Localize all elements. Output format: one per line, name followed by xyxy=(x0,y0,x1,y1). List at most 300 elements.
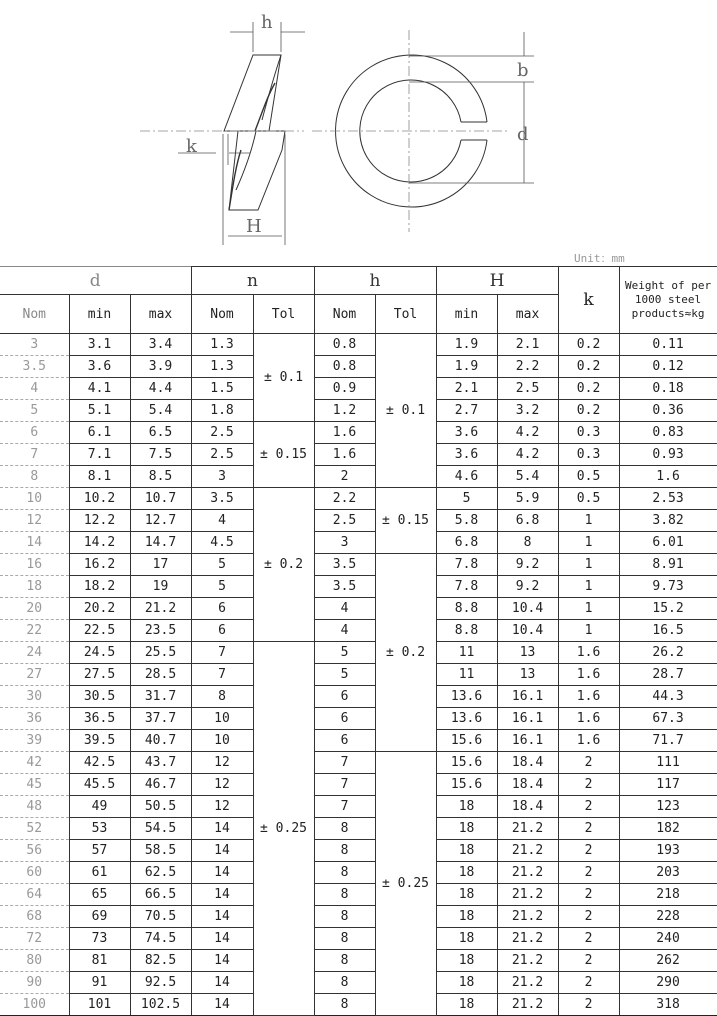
cell-weight: 228 xyxy=(619,906,717,928)
table-row xyxy=(0,554,717,576)
cell-h-nom: 8 xyxy=(314,862,375,884)
cell-H-max: 18.4 xyxy=(497,774,558,796)
cell-H-min: 18 xyxy=(436,796,497,818)
cell-d-nom: 27 xyxy=(0,664,69,686)
cell-d-max: 19 xyxy=(130,576,191,598)
table-row xyxy=(0,906,717,928)
cell-d-min: 22.5 xyxy=(69,620,130,642)
subheader-H-min: min xyxy=(436,295,497,334)
cell-d-nom: 56 xyxy=(0,840,69,862)
cell-H-min: 13.6 xyxy=(436,708,497,730)
header-k: k xyxy=(558,267,619,334)
cell-d-max: 10.7 xyxy=(130,488,191,510)
cell-weight: 3.82 xyxy=(619,510,717,532)
cell-d-max: 3.4 xyxy=(130,334,191,356)
cell-H-max: 21.2 xyxy=(497,840,558,862)
cell-H-min: 18 xyxy=(436,994,497,1016)
cell-n-nom: 6 xyxy=(191,620,253,642)
cell-H-min: 8.8 xyxy=(436,598,497,620)
cell-d-min: 4.1 xyxy=(69,378,130,400)
cell-n-nom: 14 xyxy=(191,862,253,884)
cell-H-max: 16.1 xyxy=(497,686,558,708)
cell-weight: 0.12 xyxy=(619,356,717,378)
cell-k: 1.6 xyxy=(558,642,619,664)
cell-d-min: 53 xyxy=(69,818,130,840)
cell-h-nom: 2.5 xyxy=(314,510,375,532)
cell-H-min: 5.8 xyxy=(436,510,497,532)
cell-d-nom: 4 xyxy=(0,378,69,400)
cell-d-max: 102.5 xyxy=(130,994,191,1016)
cell-d-min: 16.2 xyxy=(69,554,130,576)
unit-label: Unit：mm xyxy=(574,252,625,265)
cell-n-nom: 14 xyxy=(191,884,253,906)
cell-H-max: 21.2 xyxy=(497,906,558,928)
cell-d-nom: 48 xyxy=(0,796,69,818)
cell-h-tol: ± 0.15 xyxy=(375,488,436,554)
cell-d-max: 58.5 xyxy=(130,840,191,862)
subheader-n-nom: Nom xyxy=(191,295,253,334)
cell-k: 2 xyxy=(558,862,619,884)
cell-H-min: 5 xyxy=(436,488,497,510)
cell-k: 1.6 xyxy=(558,686,619,708)
cell-k: 2 xyxy=(558,884,619,906)
cell-d-nom: 7 xyxy=(0,444,69,466)
cell-k: 2 xyxy=(558,972,619,994)
table-row xyxy=(0,422,717,444)
cell-d-max: 4.4 xyxy=(130,378,191,400)
cell-d-min: 65 xyxy=(69,884,130,906)
cell-h-nom: 8 xyxy=(314,994,375,1016)
spring-washer-drawing xyxy=(0,0,717,250)
cell-H-min: 3.6 xyxy=(436,444,497,466)
cell-k: 1 xyxy=(558,510,619,532)
cell-d-nom: 18 xyxy=(0,576,69,598)
cell-H-min: 18 xyxy=(436,906,497,928)
cell-H-max: 18.4 xyxy=(497,752,558,774)
header-weight-line3: products≈kg xyxy=(631,307,705,320)
table-row xyxy=(0,334,717,356)
cell-n-nom: 5 xyxy=(191,554,253,576)
cell-h-nom: 7 xyxy=(314,774,375,796)
cell-k: 0.5 xyxy=(558,466,619,488)
cell-h-nom: 0.8 xyxy=(314,356,375,378)
cell-n-nom: 14 xyxy=(191,928,253,950)
cell-h-nom: 5 xyxy=(314,664,375,686)
cell-d-nom: 36 xyxy=(0,708,69,730)
cell-H-max: 21.2 xyxy=(497,884,558,906)
cell-h-nom: 8 xyxy=(314,972,375,994)
cell-H-max: 2.5 xyxy=(497,378,558,400)
cell-d-min: 45.5 xyxy=(69,774,130,796)
cell-h-nom: 1.6 xyxy=(314,444,375,466)
cell-n-nom: 4 xyxy=(191,510,253,532)
cell-d-nom: 45 xyxy=(0,774,69,796)
cell-d-min: 57 xyxy=(69,840,130,862)
cell-d-max: 50.5 xyxy=(130,796,191,818)
cell-d-nom: 39 xyxy=(0,730,69,752)
cell-weight: 0.93 xyxy=(619,444,717,466)
cell-d-nom: 3.5 xyxy=(0,356,69,378)
cell-weight: 44.3 xyxy=(619,686,717,708)
cell-H-max: 21.2 xyxy=(497,818,558,840)
cell-k: 2 xyxy=(558,840,619,862)
cell-weight: 26.2 xyxy=(619,642,717,664)
cell-H-min: 1.9 xyxy=(436,334,497,356)
cell-k: 0.2 xyxy=(558,334,619,356)
label-H: H xyxy=(246,216,262,237)
cell-n-nom: 14 xyxy=(191,840,253,862)
table-row xyxy=(0,664,717,686)
cell-H-min: 18 xyxy=(436,928,497,950)
cell-H-max: 5.9 xyxy=(497,488,558,510)
cell-k: 1.6 xyxy=(558,730,619,752)
cell-k: 1 xyxy=(558,598,619,620)
cell-h-nom: 4 xyxy=(314,598,375,620)
cell-n-nom: 14 xyxy=(191,950,253,972)
cell-h-nom: 8 xyxy=(314,950,375,972)
cell-H-max: 21.2 xyxy=(497,994,558,1016)
cell-d-nom: 10 xyxy=(0,488,69,510)
table-row xyxy=(0,510,717,532)
cell-n-nom: 14 xyxy=(191,994,253,1016)
cell-H-max: 21.2 xyxy=(497,862,558,884)
table-row xyxy=(0,774,717,796)
cell-d-max: 21.2 xyxy=(130,598,191,620)
cell-H-max: 5.4 xyxy=(497,466,558,488)
cell-h-nom: 1.6 xyxy=(314,422,375,444)
cell-n-nom: 4.5 xyxy=(191,532,253,554)
cell-n-nom: 14 xyxy=(191,906,253,928)
cell-k: 0.2 xyxy=(558,356,619,378)
cell-k: 0.3 xyxy=(558,444,619,466)
cell-h-nom: 3.5 xyxy=(314,576,375,598)
cell-H-min: 11 xyxy=(436,642,497,664)
cell-d-min: 42.5 xyxy=(69,752,130,774)
cell-H-max: 4.2 xyxy=(497,422,558,444)
cell-d-nom: 68 xyxy=(0,906,69,928)
cell-H-min: 18 xyxy=(436,818,497,840)
cell-k: 2 xyxy=(558,774,619,796)
table-row xyxy=(0,532,717,554)
cell-weight: 0.18 xyxy=(619,378,717,400)
cell-h-nom: 0.8 xyxy=(314,334,375,356)
table-row xyxy=(0,862,717,884)
cell-h-nom: 2 xyxy=(314,466,375,488)
cell-H-max: 13 xyxy=(497,664,558,686)
cell-d-nom: 20 xyxy=(0,598,69,620)
cell-h-nom: 0.9 xyxy=(314,378,375,400)
cell-n-nom: 12 xyxy=(191,774,253,796)
cell-H-min: 18 xyxy=(436,840,497,862)
cell-H-max: 4.2 xyxy=(497,444,558,466)
table-row xyxy=(0,972,717,994)
table-row xyxy=(0,356,717,378)
cell-weight: 182 xyxy=(619,818,717,840)
cell-H-max: 2.2 xyxy=(497,356,558,378)
cell-weight: 262 xyxy=(619,950,717,972)
cell-weight: 117 xyxy=(619,774,717,796)
table-row xyxy=(0,400,717,422)
cell-k: 2 xyxy=(558,994,619,1016)
cell-n-nom: 2.5 xyxy=(191,444,253,466)
table-row xyxy=(0,466,717,488)
cell-d-min: 3.1 xyxy=(69,334,130,356)
cell-d-max: 17 xyxy=(130,554,191,576)
table-row xyxy=(0,598,717,620)
table-row xyxy=(0,752,717,774)
cell-d-max: 70.5 xyxy=(130,906,191,928)
cell-weight: 6.01 xyxy=(619,532,717,554)
cell-weight: 290 xyxy=(619,972,717,994)
cell-h-nom: 8 xyxy=(314,840,375,862)
subheader-H-max: max xyxy=(497,295,558,334)
cell-d-max: 23.5 xyxy=(130,620,191,642)
cell-H-min: 15.6 xyxy=(436,774,497,796)
cell-k: 2 xyxy=(558,818,619,840)
cell-H-max: 2.1 xyxy=(497,334,558,356)
table-row xyxy=(0,928,717,950)
cell-h-nom: 6 xyxy=(314,686,375,708)
table-row xyxy=(0,488,717,510)
cell-H-min: 7.8 xyxy=(436,576,497,598)
header-H: H xyxy=(436,267,558,295)
cell-d-min: 91 xyxy=(69,972,130,994)
cell-n-tol: ± 0.2 xyxy=(253,488,314,642)
cell-weight: 240 xyxy=(619,928,717,950)
cell-d-nom: 5 xyxy=(0,400,69,422)
table-row xyxy=(0,950,717,972)
table-row xyxy=(0,818,717,840)
cell-n-nom: 6 xyxy=(191,598,253,620)
cell-n-tol: ± 0.15 xyxy=(253,422,314,488)
cell-H-min: 2.7 xyxy=(436,400,497,422)
cell-H-max: 10.4 xyxy=(497,598,558,620)
cell-d-max: 12.7 xyxy=(130,510,191,532)
cell-h-nom: 3 xyxy=(314,532,375,554)
cell-d-min: 81 xyxy=(69,950,130,972)
cell-d-max: 28.5 xyxy=(130,664,191,686)
cell-d-min: 101 xyxy=(69,994,130,1016)
header-weight xyxy=(619,267,717,334)
cell-d-max: 43.7 xyxy=(130,752,191,774)
cell-d-max: 8.5 xyxy=(130,466,191,488)
cell-d-nom: 60 xyxy=(0,862,69,884)
cell-H-min: 13.6 xyxy=(436,686,497,708)
cell-h-nom: 8 xyxy=(314,818,375,840)
cell-k: 1 xyxy=(558,576,619,598)
cell-H-max: 10.4 xyxy=(497,620,558,642)
label-h: h xyxy=(261,12,273,33)
cell-d-nom: 3 xyxy=(0,334,69,356)
cell-d-nom: 52 xyxy=(0,818,69,840)
cell-d-nom: 64 xyxy=(0,884,69,906)
cell-weight: 2.53 xyxy=(619,488,717,510)
cell-H-min: 7.8 xyxy=(436,554,497,576)
cell-weight: 15.2 xyxy=(619,598,717,620)
table-row xyxy=(0,444,717,466)
cell-k: 1.6 xyxy=(558,708,619,730)
cell-weight: 1.6 xyxy=(619,466,717,488)
cell-k: 1 xyxy=(558,620,619,642)
cell-h-nom: 7 xyxy=(314,752,375,774)
cell-H-min: 15.6 xyxy=(436,752,497,774)
table-row xyxy=(0,378,717,400)
cell-k: 2 xyxy=(558,950,619,972)
table-row xyxy=(0,796,717,818)
cell-k: 2 xyxy=(558,928,619,950)
cell-d-min: 14.2 xyxy=(69,532,130,554)
cell-d-max: 74.5 xyxy=(130,928,191,950)
cell-d-min: 18.2 xyxy=(69,576,130,598)
cell-n-nom: 7 xyxy=(191,642,253,664)
spring-washer-spec-table xyxy=(0,266,717,1016)
cell-d-min: 30.5 xyxy=(69,686,130,708)
cell-d-min: 27.5 xyxy=(69,664,130,686)
cell-d-max: 40.7 xyxy=(130,730,191,752)
cell-n-nom: 8 xyxy=(191,686,253,708)
cell-h-nom: 8 xyxy=(314,906,375,928)
cell-H-max: 16.1 xyxy=(497,708,558,730)
cell-h-nom: 7 xyxy=(314,796,375,818)
cell-H-max: 3.2 xyxy=(497,400,558,422)
cell-H-min: 1.9 xyxy=(436,356,497,378)
cell-d-max: 92.5 xyxy=(130,972,191,994)
cell-n-nom: 3.5 xyxy=(191,488,253,510)
cell-h-tol: ± 0.1 xyxy=(375,334,436,488)
cell-h-nom: 8 xyxy=(314,884,375,906)
cell-H-max: 9.2 xyxy=(497,554,558,576)
cell-H-min: 11 xyxy=(436,664,497,686)
cell-k: 1 xyxy=(558,554,619,576)
header-n: n xyxy=(191,267,314,295)
cell-k: 2 xyxy=(558,752,619,774)
cell-weight: 318 xyxy=(619,994,717,1016)
cell-d-nom: 22 xyxy=(0,620,69,642)
table-row xyxy=(0,642,717,664)
cell-d-min: 3.6 xyxy=(69,356,130,378)
cell-d-min: 24.5 xyxy=(69,642,130,664)
table-row xyxy=(0,620,717,642)
cell-d-min: 6.1 xyxy=(69,422,130,444)
cell-k: 0.2 xyxy=(558,400,619,422)
table-row xyxy=(0,576,717,598)
cell-d-min: 36.5 xyxy=(69,708,130,730)
header-h: h xyxy=(314,267,436,295)
cell-H-min: 3.6 xyxy=(436,422,497,444)
cell-h-nom: 1.2 xyxy=(314,400,375,422)
cell-n-nom: 12 xyxy=(191,796,253,818)
label-b: b xyxy=(517,60,529,81)
cell-d-nom: 24 xyxy=(0,642,69,664)
cell-h-nom: 6 xyxy=(314,730,375,752)
table-row xyxy=(0,884,717,906)
cell-d-min: 12.2 xyxy=(69,510,130,532)
cell-H-max: 21.2 xyxy=(497,928,558,950)
cell-d-min: 7.1 xyxy=(69,444,130,466)
cell-d-min: 39.5 xyxy=(69,730,130,752)
cell-weight: 0.83 xyxy=(619,422,717,444)
cell-d-nom: 30 xyxy=(0,686,69,708)
cell-h-nom: 3.5 xyxy=(314,554,375,576)
cell-H-max: 21.2 xyxy=(497,950,558,972)
cell-weight: 218 xyxy=(619,884,717,906)
cell-d-nom: 100 xyxy=(0,994,69,1016)
cell-H-min: 4.6 xyxy=(436,466,497,488)
cell-d-nom: 90 xyxy=(0,972,69,994)
subheader-d-nom: Nom xyxy=(0,295,69,334)
cell-n-nom: 3 xyxy=(191,466,253,488)
cell-h-tol: ± 0.2 xyxy=(375,554,436,752)
cell-d-min: 8.1 xyxy=(69,466,130,488)
cell-weight: 0.11 xyxy=(619,334,717,356)
cell-d-min: 69 xyxy=(69,906,130,928)
label-d: d xyxy=(517,124,529,145)
cell-n-nom: 1.5 xyxy=(191,378,253,400)
cell-d-nom: 80 xyxy=(0,950,69,972)
cell-d-max: 14.7 xyxy=(130,532,191,554)
cell-weight: 111 xyxy=(619,752,717,774)
subheader-n-tol: Tol xyxy=(253,295,314,334)
cell-n-tol: ± 0.1 xyxy=(253,334,314,422)
cell-h-nom: 4 xyxy=(314,620,375,642)
header-d: d xyxy=(0,267,191,295)
table-row xyxy=(0,686,717,708)
cell-weight: 0.36 xyxy=(619,400,717,422)
cell-d-max: 66.5 xyxy=(130,884,191,906)
table-row xyxy=(0,840,717,862)
cell-d-max: 7.5 xyxy=(130,444,191,466)
cell-d-nom: 6 xyxy=(0,422,69,444)
cell-d-max: 25.5 xyxy=(130,642,191,664)
cell-h-nom: 5 xyxy=(314,642,375,664)
table-row xyxy=(0,994,717,1016)
cell-d-nom: 14 xyxy=(0,532,69,554)
cell-n-nom: 10 xyxy=(191,730,253,752)
cell-d-min: 73 xyxy=(69,928,130,950)
table-body xyxy=(0,334,717,1016)
cell-k: 1 xyxy=(558,532,619,554)
cell-H-max: 13 xyxy=(497,642,558,664)
cell-d-min: 61 xyxy=(69,862,130,884)
table-row xyxy=(0,730,717,752)
cell-d-max: 37.7 xyxy=(130,708,191,730)
cell-n-nom: 1.8 xyxy=(191,400,253,422)
subheader-h-nom: Nom xyxy=(314,295,375,334)
cell-k: 2 xyxy=(558,796,619,818)
cell-k: 1.6 xyxy=(558,664,619,686)
cell-h-tol: ± 0.25 xyxy=(375,752,436,1016)
cell-d-max: 3.9 xyxy=(130,356,191,378)
cell-weight: 28.7 xyxy=(619,664,717,686)
cell-n-nom: 5 xyxy=(191,576,253,598)
subheader-h-tol: Tol xyxy=(375,295,436,334)
table-row xyxy=(0,708,717,730)
header-weight-line1: Weight of per xyxy=(625,279,712,292)
cell-weight: 203 xyxy=(619,862,717,884)
cell-d-min: 5.1 xyxy=(69,400,130,422)
cell-n-nom: 2.5 xyxy=(191,422,253,444)
cell-H-max: 21.2 xyxy=(497,972,558,994)
cell-H-max: 18.4 xyxy=(497,796,558,818)
cell-d-max: 54.5 xyxy=(130,818,191,840)
cell-k: 2 xyxy=(558,906,619,928)
cell-k: 0.2 xyxy=(558,378,619,400)
cell-n-nom: 7 xyxy=(191,664,253,686)
cell-weight: 71.7 xyxy=(619,730,717,752)
cell-d-max: 5.4 xyxy=(130,400,191,422)
cell-k: 0.5 xyxy=(558,488,619,510)
cell-weight: 123 xyxy=(619,796,717,818)
